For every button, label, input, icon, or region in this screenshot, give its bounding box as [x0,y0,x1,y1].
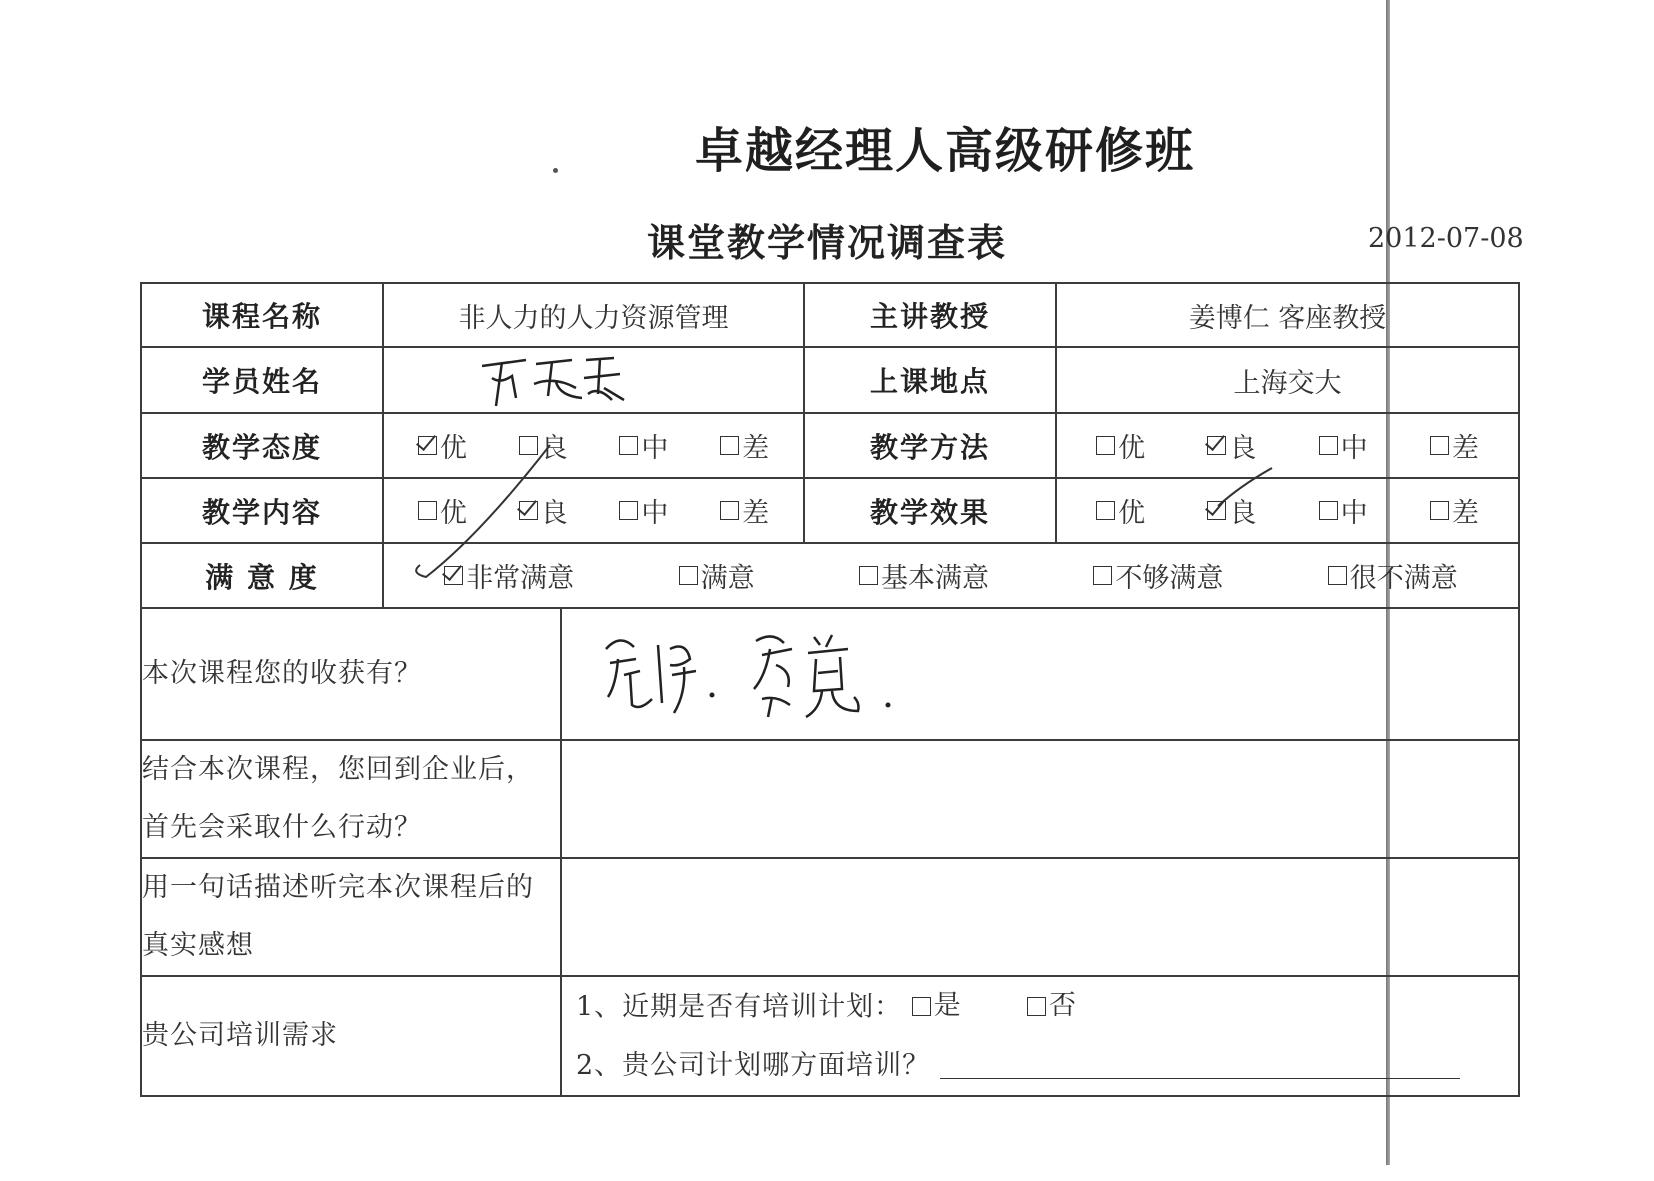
training-needs-label: 贵公司培训需求 [141,976,561,1096]
gains-answer-field[interactable] [561,608,1519,740]
satisfaction-option-not-enough[interactable]: 不够满意 [1093,556,1223,595]
effect-option-excellent[interactable]: 优 [1096,491,1145,530]
row-action [141,740,1519,858]
attitude-option-average[interactable]: 中 [619,426,668,465]
checkbox-icon[interactable] [619,501,638,520]
student-name-signature [383,347,804,413]
form-date: 2012-07-08 [1368,223,1524,254]
satisfaction-option-basic[interactable]: 基本满意 [859,556,989,595]
training-plan-no[interactable]: 否 [1027,977,1077,1035]
method-label: 教学方法 [804,413,1056,478]
attitude-option-excellent[interactable]: 优 [418,426,467,465]
gains-question: 本次课程您的收获有？ [141,608,561,740]
satisfaction-option-very-dissatisfied[interactable]: 很不满意 [1328,556,1458,595]
content-options [383,478,804,543]
checkbox-checked-icon[interactable] [444,566,463,585]
feeling-answer-field[interactable] [561,858,1519,976]
training-needs-field [561,976,1519,1096]
checkbox-icon[interactable] [1096,436,1115,455]
attitude-label: 教学态度 [141,413,383,478]
checkbox-icon[interactable] [679,566,698,585]
action-question: 结合本次课程，您回到企业后，首先会采取什么行动？ [141,740,561,858]
course-name-value: 非人力的人力资源管理 [383,283,804,347]
feeling-question: 用一句话描述听完本次课程后的真实感想 [141,858,561,976]
method-option-poor[interactable]: 差 [1430,426,1479,465]
checkbox-icon[interactable] [418,501,437,520]
effect-option-average[interactable]: 中 [1319,491,1368,530]
method-options [1056,413,1519,478]
checkbox-icon[interactable] [1319,501,1338,520]
checkbox-icon[interactable] [619,436,638,455]
handwritten-name-signature [464,348,664,412]
training-area-line: 2、贵公司计划哪方面培训？ [562,1037,1518,1095]
attitude-option-good[interactable]: 良 [519,426,568,465]
method-option-average[interactable]: 中 [1319,426,1368,465]
content-option-excellent[interactable]: 优 [418,491,467,530]
checkbox-icon[interactable] [1027,997,1046,1016]
method-option-good[interactable]: 良 [1207,426,1256,465]
satisfaction-options [383,543,1519,608]
row-course [141,283,1519,347]
row-content-effect [141,478,1519,543]
checkbox-icon[interactable] [519,436,538,455]
attitude-options [383,413,804,478]
satisfaction-label: 满 意 度 [141,543,383,608]
content-option-poor[interactable]: 差 [720,491,769,530]
student-name-label: 学员姓名 [141,347,383,413]
checkbox-icon[interactable] [859,566,878,585]
effect-label: 教学效果 [804,478,1056,543]
row-training [141,976,1519,1096]
row-gains [141,608,1519,740]
checkbox-icon[interactable] [1430,436,1449,455]
checkbox-checked-icon[interactable] [1207,501,1226,520]
page-title: 卓越经理人高级研修班 [694,123,1195,179]
checkbox-icon[interactable] [1430,501,1449,520]
checkbox-icon[interactable] [912,997,931,1016]
checkbox-icon[interactable] [720,436,739,455]
course-name-label: 课程名称 [141,283,383,347]
checkbox-icon[interactable] [1328,566,1347,585]
row-satisfaction [141,543,1519,608]
checkbox-icon[interactable] [1319,436,1338,455]
training-plan-yes[interactable]: 是 [912,977,962,1035]
training-area-input[interactable] [940,1054,1460,1079]
row-feeling [141,858,1519,976]
content-option-good[interactable]: 良 [519,491,568,530]
effect-option-poor[interactable]: 差 [1430,491,1479,530]
lecturer-value: 姜博仁 客座教授 [1056,283,1519,347]
row-attitude-method [141,413,1519,478]
location-value: 上海交大 [1056,347,1519,413]
training-plan-line: 1、近期是否有培训计划： 是 否 [562,977,1518,1037]
checkbox-checked-icon[interactable] [519,501,538,520]
handwritten-gains-answer [596,619,956,729]
satisfaction-option-satisfied[interactable]: 满意 [679,556,755,595]
effect-option-good[interactable]: 良 [1207,491,1256,530]
content-option-average[interactable]: 中 [619,491,668,530]
attitude-option-poor[interactable]: 差 [720,426,769,465]
lecturer-label: 主讲教授 [804,283,1056,347]
survey-table [140,282,1520,1097]
form-subtitle: 课堂教学情况调查表 [646,221,1007,265]
action-answer-field[interactable] [561,740,1519,858]
checkbox-icon[interactable] [1096,501,1115,520]
method-option-excellent[interactable]: 优 [1096,426,1145,465]
effect-options [1056,478,1519,543]
content-label: 教学内容 [141,478,383,543]
location-label: 上课地点 [804,347,1056,413]
checkbox-icon[interactable] [720,501,739,520]
checkbox-icon[interactable] [1093,566,1112,585]
checkbox-checked-icon[interactable] [1207,436,1226,455]
satisfaction-option-very-satisfied[interactable]: 非常满意 [444,556,574,595]
row-student [141,347,1519,413]
checkbox-checked-icon[interactable] [418,436,437,455]
